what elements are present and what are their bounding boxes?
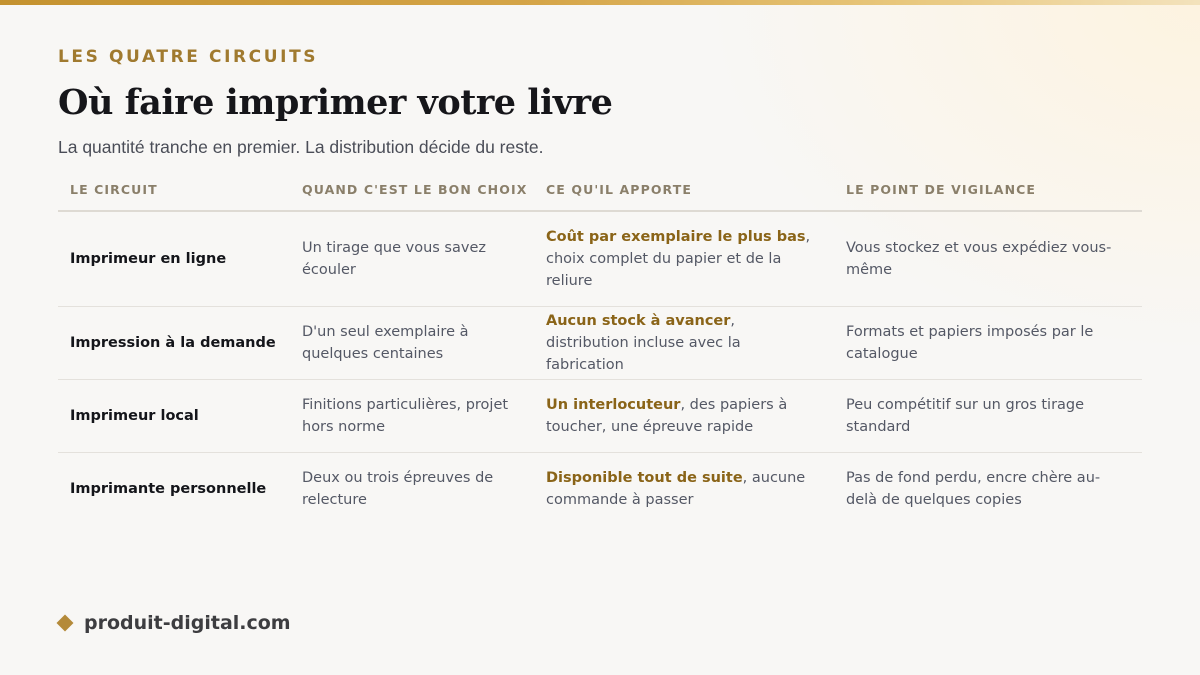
circuit-name: Impression à la demande xyxy=(70,335,276,351)
diamond-icon xyxy=(57,615,74,632)
top-accent-bar xyxy=(0,0,1200,5)
circuit-name: Imprimeur en ligne xyxy=(70,251,227,267)
benefit-cell xyxy=(534,394,834,438)
when-cell: D'un seul exemplaire à quelques centaines xyxy=(302,324,469,362)
benefit-rest: , aucune commande à passer xyxy=(546,470,806,508)
comparison-table xyxy=(58,170,1142,525)
caution-cell: Vous stockez et vous expédiez vous-même xyxy=(846,240,1112,278)
footer-brand xyxy=(58,612,291,634)
table-header-row xyxy=(58,170,1142,212)
section-eyebrow: LES QUATRE CIRCUITS xyxy=(58,47,319,67)
page-title: Où faire imprimer votre livre xyxy=(58,82,613,123)
benefit-cell xyxy=(534,310,834,376)
benefit-highlight: Coût par exemplaire le plus bas xyxy=(546,229,806,245)
when-cell: Finitions particulières, projet hors norme xyxy=(302,397,509,435)
column-header-circuit: LE CIRCUIT xyxy=(70,182,158,197)
table-row xyxy=(58,453,1142,525)
page-subtitle: La quantité tranche en premier. La distribution décide du reste. xyxy=(58,137,544,157)
brand-name: produit-digital.com xyxy=(84,612,291,634)
table-row xyxy=(58,380,1142,453)
circuit-name: Imprimante personnelle xyxy=(70,481,267,497)
circuit-name: Imprimeur local xyxy=(70,408,199,424)
caution-cell: Formats et papiers imposés par le catalogue xyxy=(846,324,1094,362)
caution-cell: Peu compétitif sur un gros tirage standard xyxy=(846,397,1085,435)
when-cell: Deux ou trois épreuves de relecture xyxy=(302,470,494,508)
column-header-when: QUAND C'EST LE BON CHOIX xyxy=(302,182,528,197)
benefit-rest: , choix complet du papier et de la reliure xyxy=(546,229,811,289)
benefit-highlight: Aucun stock à avancer xyxy=(546,313,731,329)
when-cell: Un tirage que vous savez écouler xyxy=(302,240,486,278)
benefit-highlight: Un interlocuteur xyxy=(546,397,681,413)
caution-cell: Pas de fond perdu, encre chère au-delà de quelques copies xyxy=(846,470,1101,508)
benefit-highlight: Disponible tout de suite xyxy=(546,470,743,486)
benefit-rest: , distribution incluse avec la fabrication xyxy=(546,313,741,373)
table-row xyxy=(58,307,1142,380)
benefit-cell xyxy=(534,226,834,292)
column-header-caution: LE POINT DE VIGILANCE xyxy=(846,182,1037,197)
benefit-rest: , des papiers à toucher, une épreuve rapide xyxy=(546,397,788,435)
benefit-cell xyxy=(534,467,834,511)
table-row xyxy=(58,212,1142,307)
column-header-benefit: CE QU'IL APPORTE xyxy=(546,182,692,197)
